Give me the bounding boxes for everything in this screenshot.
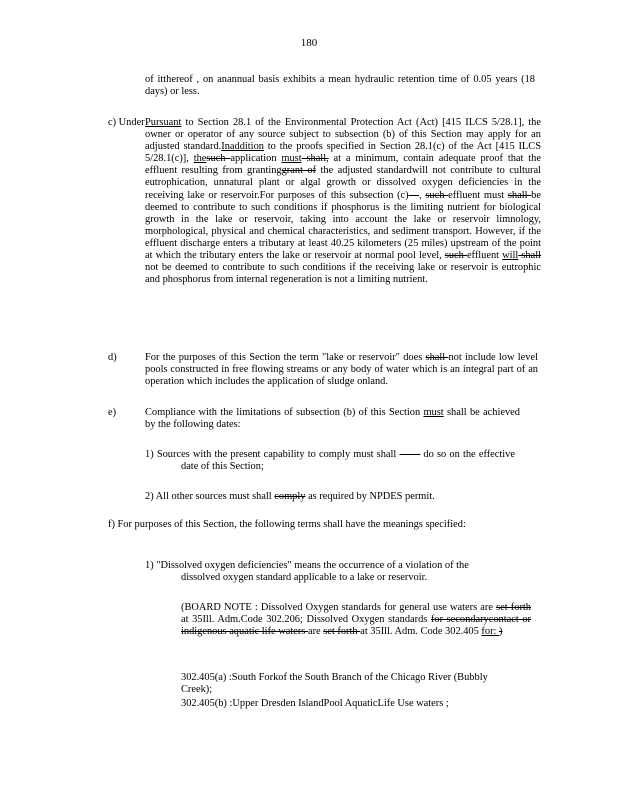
deletion: set forth — [496, 602, 531, 613]
deletion: such — [425, 189, 449, 201]
deletion: such — [206, 153, 231, 165]
deletion: set forth — [323, 626, 361, 638]
section-e-label: e) — [108, 407, 117, 418]
page-number: 180 — [300, 37, 318, 49]
insertion: will — [502, 250, 519, 262]
insertion: Inaddition — [221, 141, 264, 153]
deletion: shall — [425, 352, 449, 363]
section-e-item-2: 2) All other sources must shall comply as required by NPDES permit. — [145, 491, 435, 502]
reference-b: 302.405(b) :Upper Dresden IslandPool AquaticLife Use waters ; — [181, 698, 449, 709]
insertion: for: — [481, 626, 500, 638]
reference-a: 302.405(a) :South Forkof the South Branch of the Chicago River (Bubbly Creek); — [181, 672, 488, 696]
deletion: for secondarycontact or indigenous aquatic life waters — [181, 614, 531, 638]
section-d-label: d) — [108, 352, 117, 363]
deletion: ) — [499, 626, 503, 638]
deletion: —— — [399, 449, 421, 460]
insertion: must — [423, 407, 444, 418]
section-f-text: f) For purposes of this Section, the following terms shall have the meanings specified: — [108, 519, 466, 530]
deletion: comply — [274, 491, 306, 502]
section-e-text: Compliance with the limitations of subsection (b) of this Section must shall be achieved by the following dates: — [145, 407, 520, 431]
insertion: Pursuant — [145, 117, 182, 128]
board-note: (BOARD NOTE : Dissolved Oxygen standards for general use waters are set forth at 35Ill. Adm.Code 302.206; Dissolved Oxygen standards for secondarycontact or indigenous aquatic life waters are set forth at 35Ill. Adm. Code 302.405 for: ) — [181, 602, 531, 638]
section-f-item-1: 1) "Dissolved oxygen deficiencies" means the occurrence of a violation of the dissolved oxygen standard applicable to a lake or reservoir. — [145, 560, 469, 584]
deletion: shall — [518, 250, 541, 262]
intro-continuation: of itthereof , on anannual basis exhibits a mean hydraulic retention time of 0.05 years (18 days) or less. — [145, 74, 535, 98]
deletion: shall — [507, 189, 532, 201]
deletion: grant of — [281, 165, 317, 177]
deletion: such — [444, 250, 467, 262]
insertion: the — [193, 153, 207, 165]
deletion: shall, — [301, 153, 329, 165]
insertion: must — [281, 153, 302, 165]
section-c-label: c) Under — [108, 117, 145, 128]
deletion: — — [408, 189, 420, 201]
section-d-text: For the purposes of this Section the term "lake or reservoir" does shall not include low level pools constructed in free flowing streams or any body of water which is an integral part of an operation which includes the application of sludge onland. — [145, 352, 538, 388]
section-e-item-1: 1) Sources with the present capability to comply must shall —— do so on the effective date of this Section; — [145, 449, 515, 473]
